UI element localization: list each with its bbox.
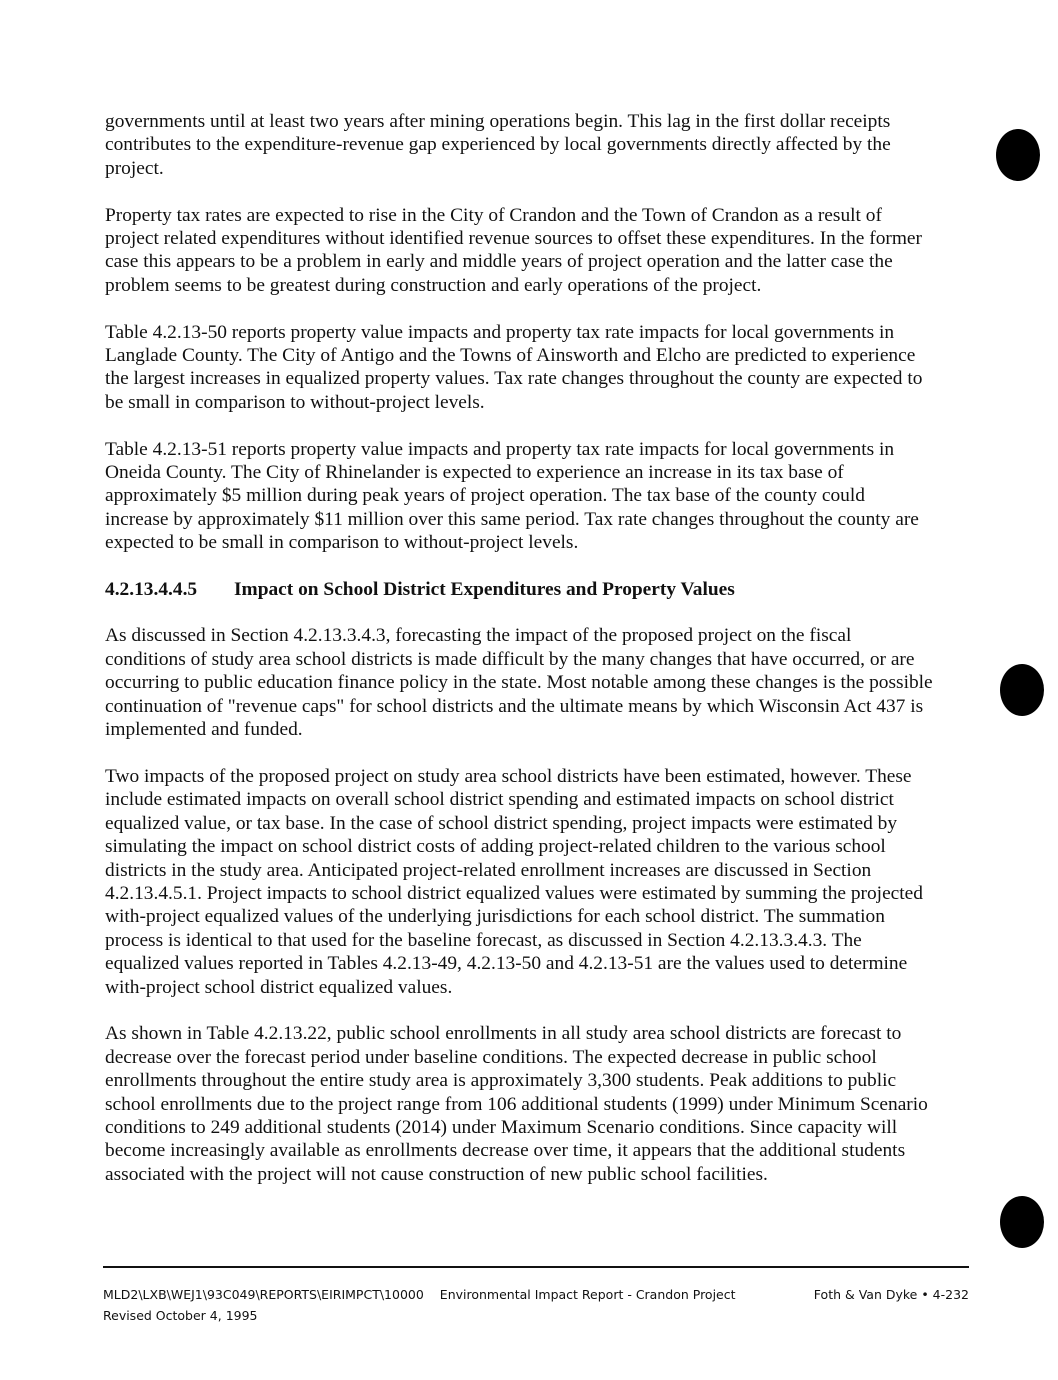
paragraph: As discussed in Section 4.2.13.3.4.3, forecasting the impact of the proposed project on the fiscal conditions of study area school districts is made difficult by the many changes that have occurred, or are occurring to public education finance policy in the state. Most notable among these changes is the possible continuation of "revenue caps" for school districts and the ultimate means by which Wisconsin Act 437 is implemented and funded. [105,625,933,741]
binder-hole-bottom [1000,1196,1044,1248]
paragraph: Table 4.2.13-51 reports property value impacts and property tax rate impacts for local governments in Oneida County. The City of Rhinelander is expected to experience an increase in its tax base of approximately $5 million during peak years of project operation. The tax base of the county could increase by approximately $11 million over this same period. Tax rate changes throughout the county are expected to be small in comparison to without-project levels. [105,438,919,554]
footer-company-page: Foth & Van Dyke • 4-232 [813,1287,969,1302]
paragraph: Table 4.2.13-50 reports property value impacts and property tax rate impacts for local governments in Langlade County. The City of Antigo and the Towns of Ainsworth and Elcho are predicted to experience the largest increases in equalized property values. Tax rate changes throughout the county are expected to be small in comparison to without-project levels. [105,321,923,413]
footer-document-title: Environmental Impact Report - Crandon Project [439,1287,736,1302]
footer-divider [103,1266,969,1268]
binder-hole-top [996,129,1040,181]
binder-hole-middle [1000,664,1044,716]
footer-revised-date: Revised October 4, 1995 [103,1308,258,1323]
page-body [105,110,933,1210]
paragraph: governments until at least two years after mining operations begin. This lag in the first dollar receipts contributes to the expenditure-revenue gap experienced by local governments directly affected by the project. [105,111,891,179]
section-heading [105,578,933,601]
section-title: Impact on School District Expenditures and Property Values [234,579,735,601]
section-number: 4.2.13.4.4.5 [105,579,198,601]
paragraph: Two impacts of the proposed project on study area school districts have been estimated, however. These include estimated impacts on overall school district spending and estimated impacts on school district equalized value, or tax base. In the case of school district spending, project impacts were estimated by simulating the impact on school district costs of adding project-related children to the various school districts in the study area. Anticipated project-related enrollment increases are discussed in Section 4.2.13.4.5.1. Project impacts to school district equalized values were estimated by summing the projected with-project equalized values of the underlying jurisdictions for each school district. The summation process is identical to that used for the baseline forecast, as discussed in Section 4.2.13.3.4.3. The equalized values reported in Tables 4.2.13-49, 4.2.13-50 and 4.2.13-51 are the values used to determine with-project school district equalized values. [105,765,923,998]
footer-file-path: MLD2\LXB\WEJ1\93C049\REPORTS\EIRIMPCT\10000 [103,1287,424,1302]
page-footer [103,1284,969,1326]
paragraph: As shown in Table 4.2.13.22, public school enrollments in all study area school districts are forecast to decrease over the forecast period under baseline conditions. The expected decrease in public school enrollments throughout the entire study area is approximately 3,300 students. Peak additions to public school enrollments due to the project range from 106 additional students (1999) under Minimum Scenario conditions to 249 additional students (2014) under Maximum Scenario conditions. Since capacity will become increasingly available as enrollments decrease over time, it appears that the additional students associated with the project will not cause construction of new public school facilities. [105,1023,928,1185]
paragraph: Property tax rates are expected to rise in the City of Crandon and the Town of Crandon as a result of project related expenditures without identified revenue sources to offset these expenditures. In the former case this appears to be a problem in early and middle years of project operation and the latter case the problem seems to be greatest during construction and early operations of the project. [105,204,922,296]
